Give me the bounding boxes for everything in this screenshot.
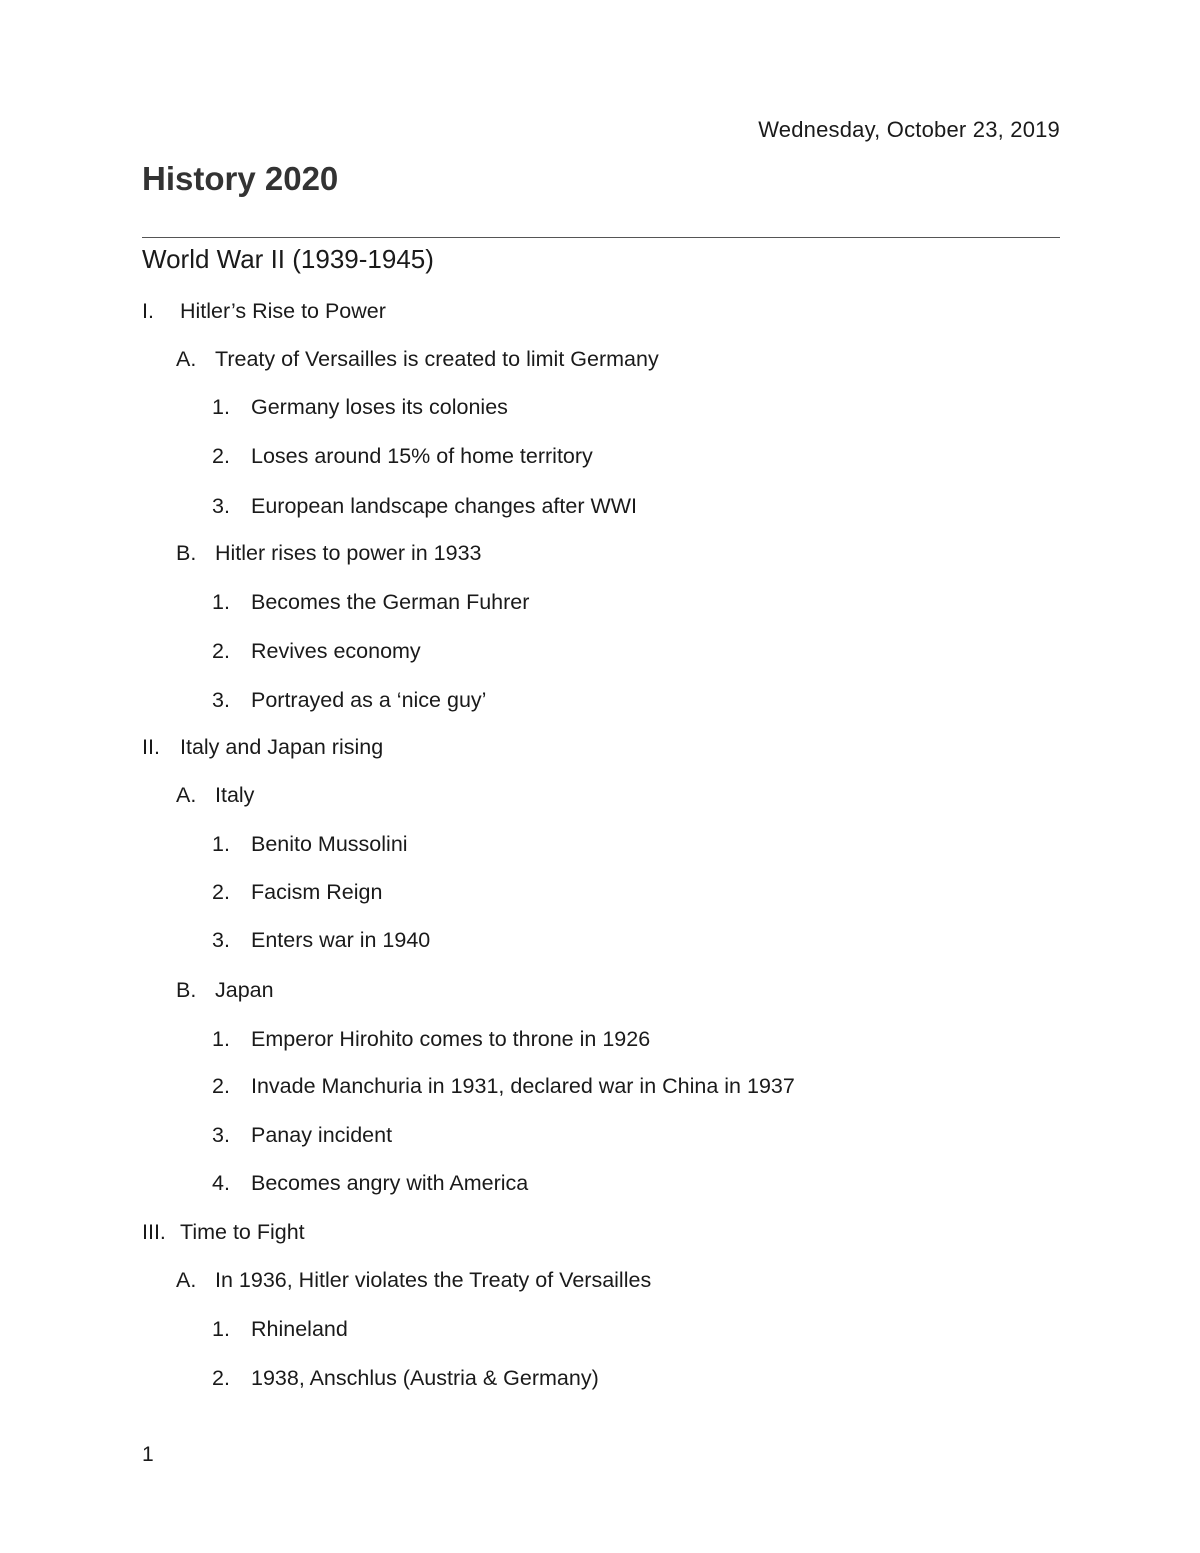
outline-text: Rhineland [251,1317,348,1341]
outline-marker: 4. [212,1171,230,1195]
outline-item-level1 [142,734,383,760]
outline-text: Enters war in 1940 [251,928,431,952]
title-divider [142,237,1060,238]
date: Wednesday, October 23, 2019 [758,117,1060,142]
outline-item-level3 [212,1073,795,1099]
outline-marker: A. [176,783,197,807]
outline-item-level2 [176,540,481,566]
outline-marker: 1. [212,1317,230,1341]
outline-text: In 1936, Hitler violates the Treaty of Versailles [215,1268,652,1292]
outline-marker: 1. [212,395,230,419]
outline-item-level2 [176,1267,651,1293]
page-number: 1 [142,1443,154,1466]
outline-item-level3 [212,1316,348,1342]
outline-marker: 3. [212,928,230,952]
outline-marker: I. [142,299,154,323]
outline-text: Facism Reign [251,880,383,904]
outline-text: Revives economy [251,639,421,663]
outline-text: Italy [215,783,255,807]
outline-item-level2 [176,782,254,808]
outline-marker: 1. [212,1027,230,1051]
outline-marker: 2. [212,880,230,904]
outline-marker: 2. [212,1366,230,1390]
outline-item-level1 [142,1219,305,1245]
outline-item-level3 [212,493,637,519]
outline-item-level3 [212,831,408,857]
outline-text: Becomes the German Fuhrer [251,590,530,614]
outline-text: 1938, Anschlus (Austria & Germany) [251,1366,599,1390]
outline-text: Invade Manchuria in 1931, declared war in China in 1937 [251,1074,795,1098]
outline-text: Becomes angry with America [251,1171,529,1195]
outline-item-level3 [212,1170,528,1196]
outline-item-level3 [212,443,593,469]
outline-item-level3 [212,589,529,615]
outline-marker: A. [176,1268,197,1292]
outline-text: Panay incident [251,1123,393,1147]
outline-item-level3 [212,1122,392,1148]
outline-item-level2 [176,977,274,1003]
outline-marker: III. [142,1220,166,1244]
outline-marker: 1. [212,590,230,614]
outline-item-level3 [212,1026,650,1052]
outline-item-level2 [176,346,659,372]
outline-item-level3 [212,638,421,664]
page-title: History 2020 [142,160,339,197]
outline-item-level3 [212,687,486,713]
outline-marker: B. [176,541,197,565]
outline-item-level3 [212,879,382,905]
outline-text: Hitler’s Rise to Power [180,299,386,323]
outline-marker: 3. [212,688,230,712]
outline-text: Treaty of Versailles is created to limit Germany [215,347,659,371]
outline-marker: B. [176,978,197,1002]
outline-marker: 3. [212,494,230,518]
outline-marker: 2. [212,639,230,663]
outline-item-level3 [212,1365,599,1391]
outline-text: Germany loses its colonies [251,395,508,419]
outline-text: Japan [215,978,274,1002]
outline-text: Time to Fight [180,1220,305,1244]
outline-text: Loses around 15% of home territory [251,444,593,468]
outline-text: Italy and Japan rising [180,735,384,759]
outline-text: Portrayed as a ‘nice guy’ [251,688,487,712]
outline-item-level1 [142,298,386,324]
outline-marker: A. [176,347,197,371]
outline-item-level3 [212,927,430,953]
outline-marker: II. [142,735,160,759]
outline-text: Hitler rises to power in 1933 [215,541,482,565]
outline-marker: 1. [212,832,230,856]
outline-item-level3 [212,394,508,420]
outline-text: Emperor Hirohito comes to throne in 1926 [251,1027,651,1051]
section-subtitle: World War II (1939-1945) [142,244,434,274]
outline-marker: 2. [212,1074,230,1098]
outline-marker: 2. [212,444,230,468]
outline-text: European landscape changes after WWI [251,494,638,518]
outline-marker: 3. [212,1123,230,1147]
outline-text: Benito Mussolini [251,832,408,856]
